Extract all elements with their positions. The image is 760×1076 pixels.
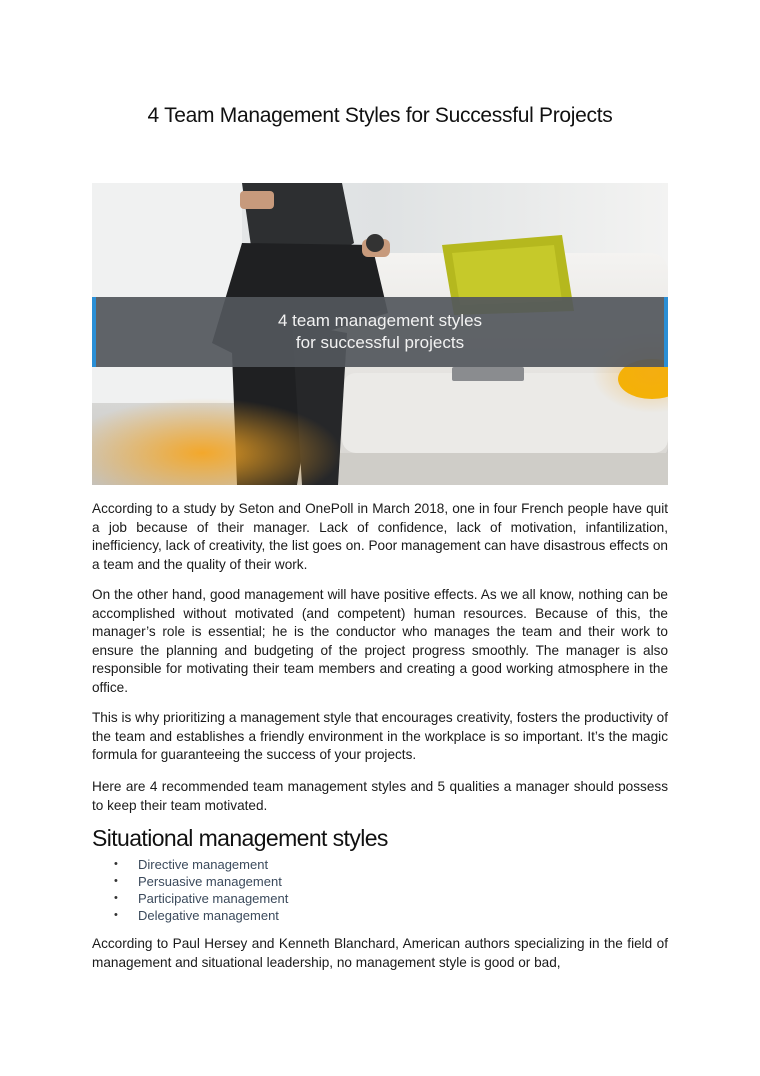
list-item-label: Participative management [138,891,289,906]
list-item [92,873,288,890]
paragraph-recommended: Here are 4 recommended team management styles and 5 qualities a manager should possess to keep their team motivated. [92,779,668,813]
paragraph-hersey-blanchard: According to Paul Hersey and Kenneth Blanchard, American authors specializing in the field of management and situational leadership, no management style is good or bad, [92,936,668,970]
paragraph-good-management: On the other hand, good management will have positive effects. As we all know, nothing can be accomplished without motivated (and competent) human resources. Because of this, the manager’s role is essential; he is the conductor who manages the team and their work to ensure the planning and budgeting of the project progress smoothly. The manager is also responsible for motivating their team members and creating a good working atmosphere in the office. [92,587,668,695]
section-heading: Situational management styles [92,825,388,851]
list-item [92,907,288,924]
bullet-icon: • [114,858,118,870]
bullet-icon: • [114,892,118,904]
paragraph-study: According to a study by Seton and OnePoll in March 2018, one in four French people have quit a job because of their manager. Lack of confidence, lack of motivation, infantilization, inefficiency, lack of creativity, the list goes on. Poor management can have disastrous effects on a team and the quality of their work. [92,501,668,572]
management-styles-list [92,856,288,924]
hero-banner-line-2: for successful projects [295,333,465,352]
hero-banner [92,297,668,367]
bullet-icon: • [114,909,118,921]
list-item-label: Delegative management [138,908,279,923]
document-title: 4 Team Management Styles for Successful Projects [147,104,613,127]
hero-image [92,183,668,485]
bullet-icon: • [114,875,118,887]
list-item [92,890,288,907]
hero-banner-line-1: 4 team management styles [277,311,483,330]
list-item-label: Directive management [138,857,269,872]
list-item [92,856,288,873]
paragraph-prioritizing: This is why prioritizing a management style that encourages creativity, fosters the productivity of the team and establishes a friendly environment in the workplace is so important. It’s the magic formula for guaranteeing the success of your projects. [92,710,668,763]
list-item-label: Persuasive management [138,874,282,889]
